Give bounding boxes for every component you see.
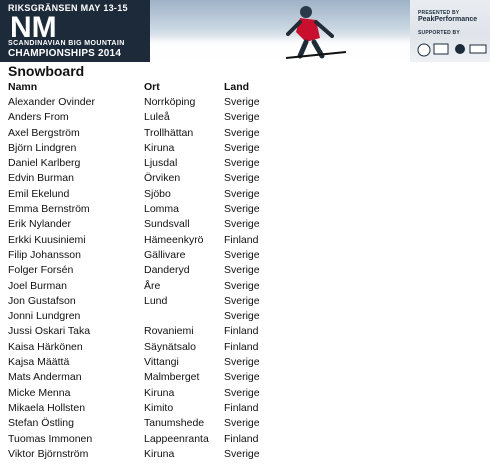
table-row <box>8 95 488 110</box>
participant-name: Erkki Kuusiniemi <box>8 233 86 246</box>
event-banner <box>0 0 490 62</box>
participant-name: Jonni Lundgren <box>8 310 81 323</box>
supported-by-label: SUPPORTED BY <box>418 30 460 36</box>
table-row <box>8 416 488 431</box>
sponsor-logos <box>416 38 488 58</box>
participant-ort: Kiruna <box>144 447 175 460</box>
table-row <box>8 355 488 370</box>
participant-name: Jon Gustafson <box>8 294 76 307</box>
participant-land: Sverige <box>224 111 260 124</box>
participant-land: Sverige <box>224 447 260 460</box>
column-header-land: Land <box>224 81 250 93</box>
participant-land: Sverige <box>224 417 260 430</box>
table-row <box>8 126 488 141</box>
table-row <box>8 248 488 263</box>
table-header <box>8 80 488 95</box>
participant-land: Sverige <box>224 126 260 139</box>
banner-date-line: RIKSGRÄNSEN MAY 13-15 <box>8 3 128 13</box>
participant-ort: Luleå <box>144 111 170 124</box>
participants-table <box>8 80 488 462</box>
participant-ort: Rovaniemi <box>144 325 194 338</box>
participant-name: Micke Menna <box>8 386 71 399</box>
table-row <box>8 294 488 309</box>
table-row <box>8 447 488 462</box>
participant-land: Sverige <box>224 218 260 231</box>
results-section <box>8 62 488 462</box>
participant-name: Kaisa Härkönen <box>8 340 83 353</box>
logo-text: NM <box>10 13 57 39</box>
table-row <box>8 386 488 401</box>
table-row <box>8 370 488 385</box>
participant-name: Mats Anderman <box>8 371 82 384</box>
table-row <box>8 263 488 278</box>
banner-championship-line: CHAMPIONSHIPS 2014 <box>8 48 122 59</box>
skier-illustration <box>276 2 356 60</box>
participant-land: Sverige <box>224 157 260 170</box>
table-row <box>8 171 488 186</box>
participant-ort: Kimito <box>144 401 174 414</box>
banner-subline: SCANDINAVIAN BIG MOUNTAIN <box>8 40 125 47</box>
participant-ort: Malmberget <box>144 371 200 384</box>
participant-land: Sverige <box>224 371 260 384</box>
participant-land: Sverige <box>224 187 260 200</box>
participant-ort: Säynätsalo <box>144 340 196 353</box>
participant-land: Sverige <box>224 279 260 292</box>
participant-ort: Gällivare <box>144 248 186 261</box>
participant-name: Filip Johansson <box>8 248 81 261</box>
participant-name: Edvin Burman <box>8 172 74 185</box>
participant-name: Alexander Ovinder <box>8 96 95 108</box>
section-title: Snowboard <box>8 63 85 79</box>
column-header-namn: Namn <box>8 81 38 93</box>
participant-ort: Kiruna <box>144 141 175 154</box>
participant-ort: Vittangi <box>144 356 179 369</box>
participant-ort: Tanumshede <box>144 417 205 430</box>
table-row <box>8 432 488 447</box>
participant-ort: Norrköping <box>144 96 196 108</box>
participant-name: Erik Nylander <box>8 218 72 231</box>
participant-ort: Åre <box>144 279 161 292</box>
participant-land: Sverige <box>224 294 260 307</box>
participant-land: Finland <box>224 233 259 246</box>
column-header-ort: Ort <box>144 81 160 93</box>
table-row <box>8 156 488 171</box>
participant-land: Sverige <box>224 203 260 216</box>
participant-ort: Lappeenranta <box>144 432 209 445</box>
participant-name: Kajsa Määttä <box>8 356 70 369</box>
participant-ort: Lund <box>144 294 168 307</box>
participant-name: Emma Bernström <box>8 203 90 216</box>
participant-ort: Sjöbo <box>144 187 171 200</box>
participant-ort: Trollhättan <box>144 126 194 139</box>
participant-ort: Ljusdal <box>144 157 178 170</box>
participant-name: Mikaela Hollsten <box>8 401 86 414</box>
table-row <box>8 340 488 355</box>
participant-land: Sverige <box>224 310 260 323</box>
participant-land: Sverige <box>224 141 260 154</box>
participant-land: Finland <box>224 325 259 338</box>
participant-land: Sverige <box>224 386 260 399</box>
participant-ort: Danderyd <box>144 264 190 277</box>
participant-ort: Kiruna <box>144 386 175 399</box>
table-row <box>8 217 488 232</box>
participant-land: Finland <box>224 432 259 445</box>
participant-name: Daniel Karlberg <box>8 157 81 170</box>
table-row <box>8 401 488 416</box>
participant-name: Folger Forsén <box>8 264 74 277</box>
table-row <box>8 233 488 248</box>
participant-name: Stefan Östling <box>8 417 74 430</box>
participant-name: Anders From <box>8 111 69 124</box>
participant-land: Finland <box>224 401 259 414</box>
participant-name: Viktor Björnström <box>8 447 89 460</box>
participant-ort: Örviken <box>144 172 181 185</box>
table-row <box>8 141 488 156</box>
participant-ort: Lomma <box>144 203 180 216</box>
nm-logo <box>8 13 158 39</box>
peak-performance-logo: PeakPerformance <box>418 16 478 23</box>
participant-ort: Hämeenkyrö <box>144 233 204 246</box>
participant-ort <box>144 309 224 324</box>
table-row <box>8 202 488 217</box>
participant-land: Finland <box>224 340 259 353</box>
table-row <box>8 110 488 125</box>
participant-land: Sverige <box>224 248 260 261</box>
participant-name: Joel Burman <box>8 279 67 292</box>
table-row <box>8 309 488 324</box>
table-row <box>8 324 488 339</box>
participant-name: Axel Bergström <box>8 126 80 139</box>
table-row <box>8 187 488 202</box>
table-row <box>8 279 488 294</box>
participant-name: Tuomas Immonen <box>8 432 93 445</box>
participant-name: Jussi Oskari Taka <box>8 325 91 338</box>
participant-ort: Sundsvall <box>144 218 190 231</box>
presented-by-label: PRESENTED BY <box>418 10 460 16</box>
participant-land: Sverige <box>224 264 260 277</box>
participant-land: Sverige <box>224 172 260 185</box>
participant-land: Sverige <box>224 356 260 369</box>
participant-name: Emil Ekelund <box>8 187 70 200</box>
participant-name: Björn Lindgren <box>8 141 77 154</box>
participant-land: Sverige <box>224 96 260 108</box>
